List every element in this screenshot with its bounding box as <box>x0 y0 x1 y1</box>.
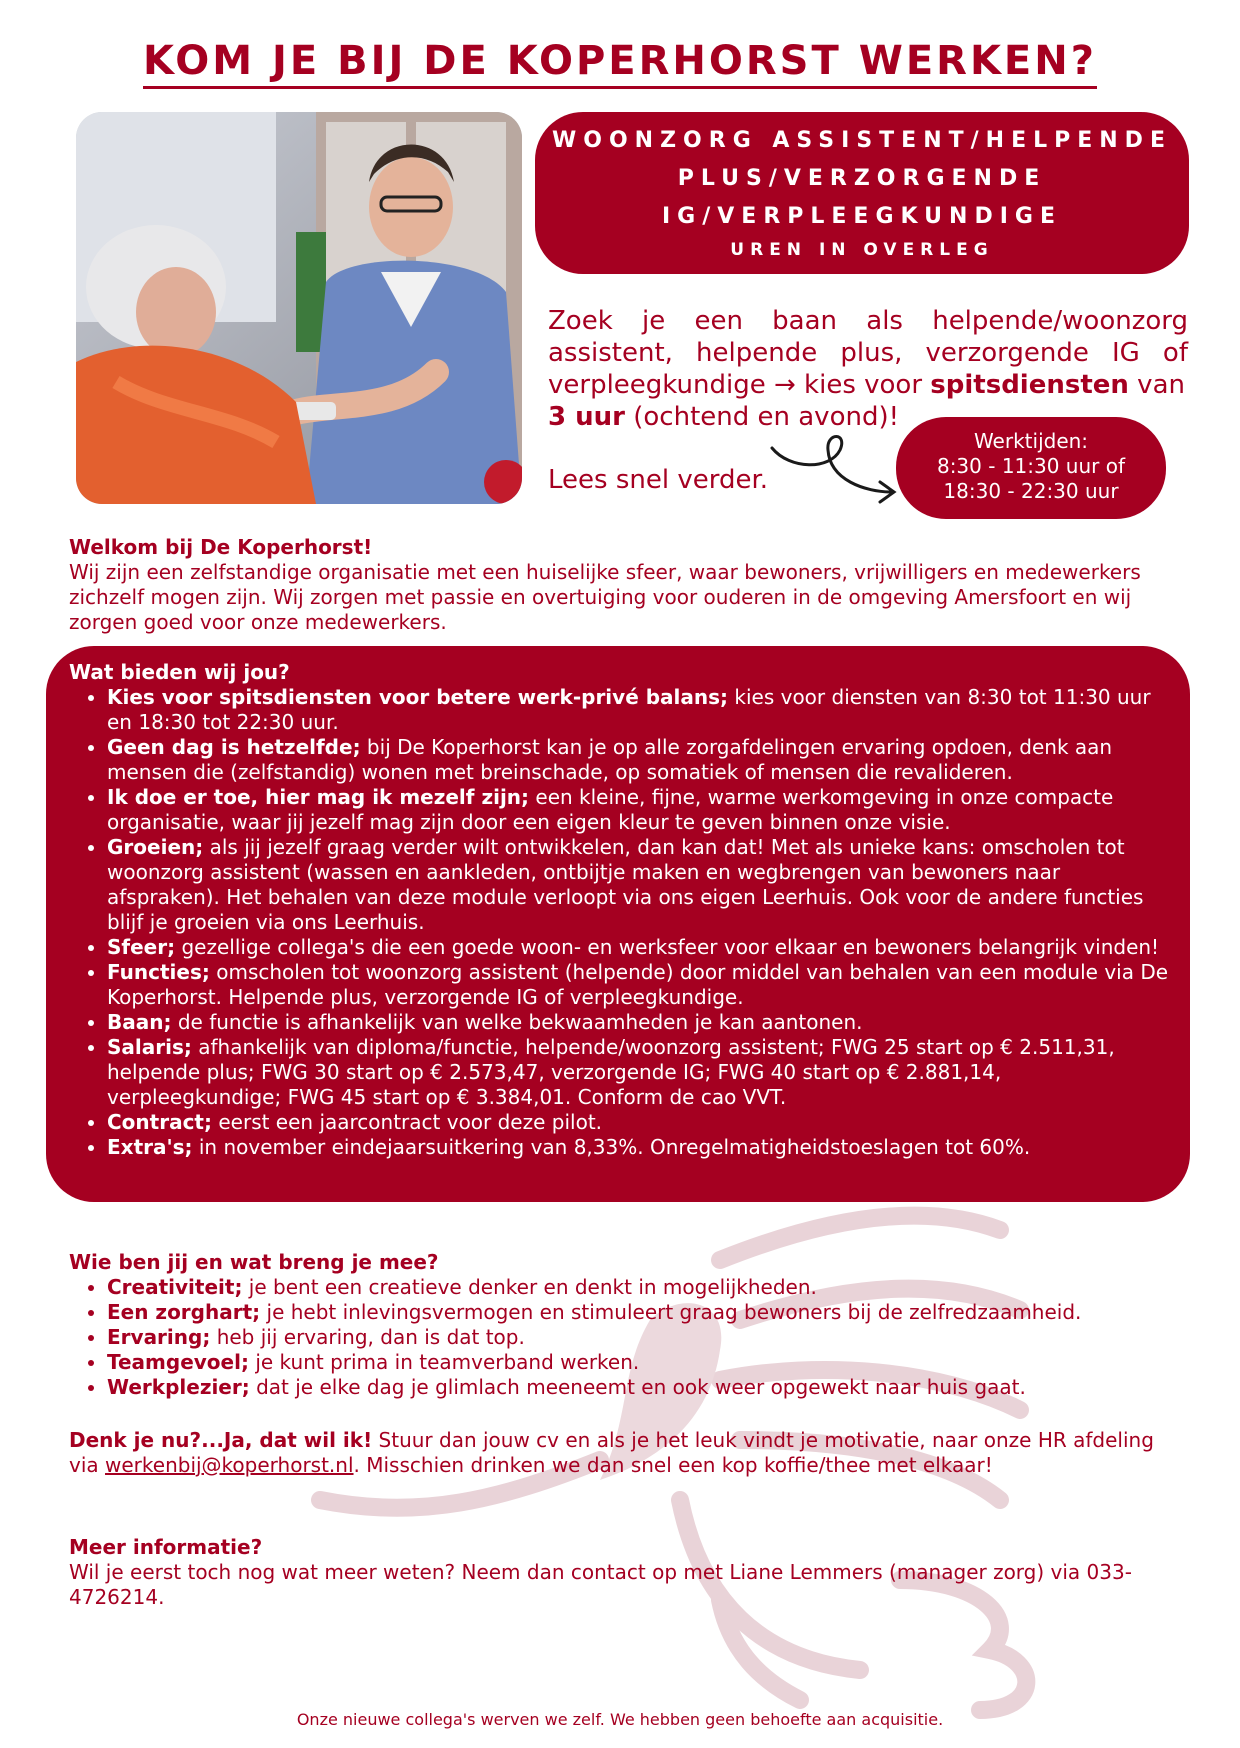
offer-list <box>69 685 1174 1160</box>
contact-section <box>69 1535 1179 1610</box>
contact-heading: Meer informatie? <box>69 1535 263 1559</box>
offer-item: • Ik doe er toe, hier mag ik mezelf zijn; een kleine, fijne, warme werkomgeving in onze compacte organisatie, waar jij jezelf mag zijn door een eigen kleur te geven binnen onze visie. <box>107 785 1174 835</box>
nurse-photo <box>76 112 522 504</box>
email-link[interactable]: werkenbij@koperhorst.nl <box>105 1453 354 1477</box>
read-on-text: Lees snel verder. <box>548 465 769 495</box>
welcome-heading: Welkom bij De Koperhorst! <box>69 535 373 559</box>
page-title: KOM JE BIJ DE KOPERHORST WERKEN? <box>0 38 1240 84</box>
job-line-2: PLUS/VERZORGENDE <box>677 166 1047 191</box>
offer-item: • Geen dag is hetzelfde; bij De Koperhorst kan je op alle zorgafdelingen ervaring opdoen, denk aan mensen die (zelfstandig) wonen met breinschade, op somatiek of mensen die revalideren. <box>107 735 1174 785</box>
job-hours: UREN IN OVERLEG <box>730 240 994 260</box>
contact-text: Wil je eerst toch nog wat meer weten? Neem dan contact op met Liane Lemmers (manager zorg) via 033-4726214. <box>69 1560 1132 1609</box>
footer-note: Onze nieuwe collega's werven we zelf. We hebben geen behoefte aan acquisitie. <box>296 1710 944 1729</box>
profile-heading: Wie ben jij en wat breng je mee? <box>69 1250 439 1274</box>
intro-text: Zoek je een baan als helpende/woonzorg assistent, helpende plus, verzorgende IG of verpleegkundige → kies voor spitsdiensten van 3 uur (ochtend en avond)! <box>548 306 1188 432</box>
offer-section <box>69 660 1174 1160</box>
profile-list <box>69 1275 1179 1400</box>
job-line-3: IG/VERPLEEGKUNDIGE <box>661 204 1062 229</box>
job-title-box <box>535 112 1189 274</box>
working-hours-morning: 8:30 - 11:30 uur of <box>936 454 1126 478</box>
apply-text: Denk je nu?...Ja, dat wil ik! Stuur dan jouw cv en als je het leuk vindt je motivatie, naar onze HR afdeling via werkenbij@koperhorst.nl. Misschien drinken we dan snel een kop koffie/thee met elkaar! <box>69 1428 1154 1477</box>
profile-item: • Creativiteit; je bent een creatieve denker en denkt in mogelijkheden. <box>107 1275 1179 1300</box>
offer-item: • Groeien; als jij jezelf graag verder wilt ontwikkelen, dan kan dat! Met als unieke kans: omscholen tot woonzorg assistent (wassen en aankleden, ontbijtje maken en wegbrengen van bewoners naar afspraken). Het behalen van deze module verloopt via ons eigen Leerhuis. Ook voor de andere functies blijf je groeien via ons Leerhuis. <box>107 835 1174 935</box>
offer-item: • Contract; eerst een jaarcontract voor deze pilot. <box>107 1110 1174 1135</box>
offer-item: • Extra's; in november eindejaarsuitkering van 8,33%. Onregelmatigheidstoeslagen tot 60%. <box>107 1135 1174 1160</box>
offer-item: • Baan; de functie is afhankelijk van welke bekwaamheden je kan aantonen. <box>107 1010 1174 1035</box>
profile-item: • Teamgevoel; je kunt prima in teamverband werken. <box>107 1350 1179 1375</box>
welcome-text: Wij zijn een zelfstandige organisatie met een huiselijke sfeer, waar bewoners, vrijwilligers en medewerkers zichzelf mogen zijn. Wij zorgen met passie en overtuiging voor ouderen in de omgeving Amersfoort en wij zorgen goed voor onze medewerkers. <box>69 560 1141 634</box>
job-line-1: WOONZORG ASSISTENT/HELPENDE <box>552 128 1172 153</box>
offer-item: • Kies voor spitsdiensten voor betere werk-privé balans; kies voor diensten van 8:30 tot 11:30 uur en 18:30 tot 22:30 uur. <box>107 685 1174 735</box>
apply-section <box>69 1428 1179 1478</box>
curly-arrow-icon <box>770 430 900 510</box>
working-hours-label: Werktijden: <box>973 429 1089 453</box>
working-hours-badge <box>896 417 1166 519</box>
offer-heading: Wat bieden wij jou? <box>69 660 290 684</box>
profile-item: • Ervaring; heb jij ervaring, dan is dat top. <box>107 1325 1179 1350</box>
working-hours-evening: 18:30 - 22:30 uur <box>943 479 1119 503</box>
welcome-section <box>69 535 1179 635</box>
profile-item: • Werkplezier; dat je elke dag je glimlach meeneemt en ook weer opgewekt naar huis gaat. <box>107 1375 1179 1400</box>
offer-item: • Salaris; afhankelijk van diploma/functie, helpende/woonzorg assistent; FWG 25 start op € 2.511,31, helpende plus; FWG 30 start op € 2.573,47, verzorgende IG; FWG 40 start op € 2.881,14, verpleegkundige; FWG 45 start op € 3.384,01. Conform de cao VVT. <box>107 1035 1174 1110</box>
profile-section <box>69 1250 1179 1400</box>
profile-item: • Een zorghart; je hebt inlevingsvermogen en stimuleert graag bewoners bij de zelfredzaamheid. <box>107 1300 1179 1325</box>
offer-item: • Sfeer; gezellige collega's die een goede woon- en werksfeer voor elkaar en bewoners belangrijk vinden! <box>107 935 1174 960</box>
offer-item: • Functies; omscholen tot woonzorg assistent (helpende) door middel van behalen van een module via De Koperhorst. Helpende plus, verzorgende IG of verpleegkundige. <box>107 960 1174 1010</box>
